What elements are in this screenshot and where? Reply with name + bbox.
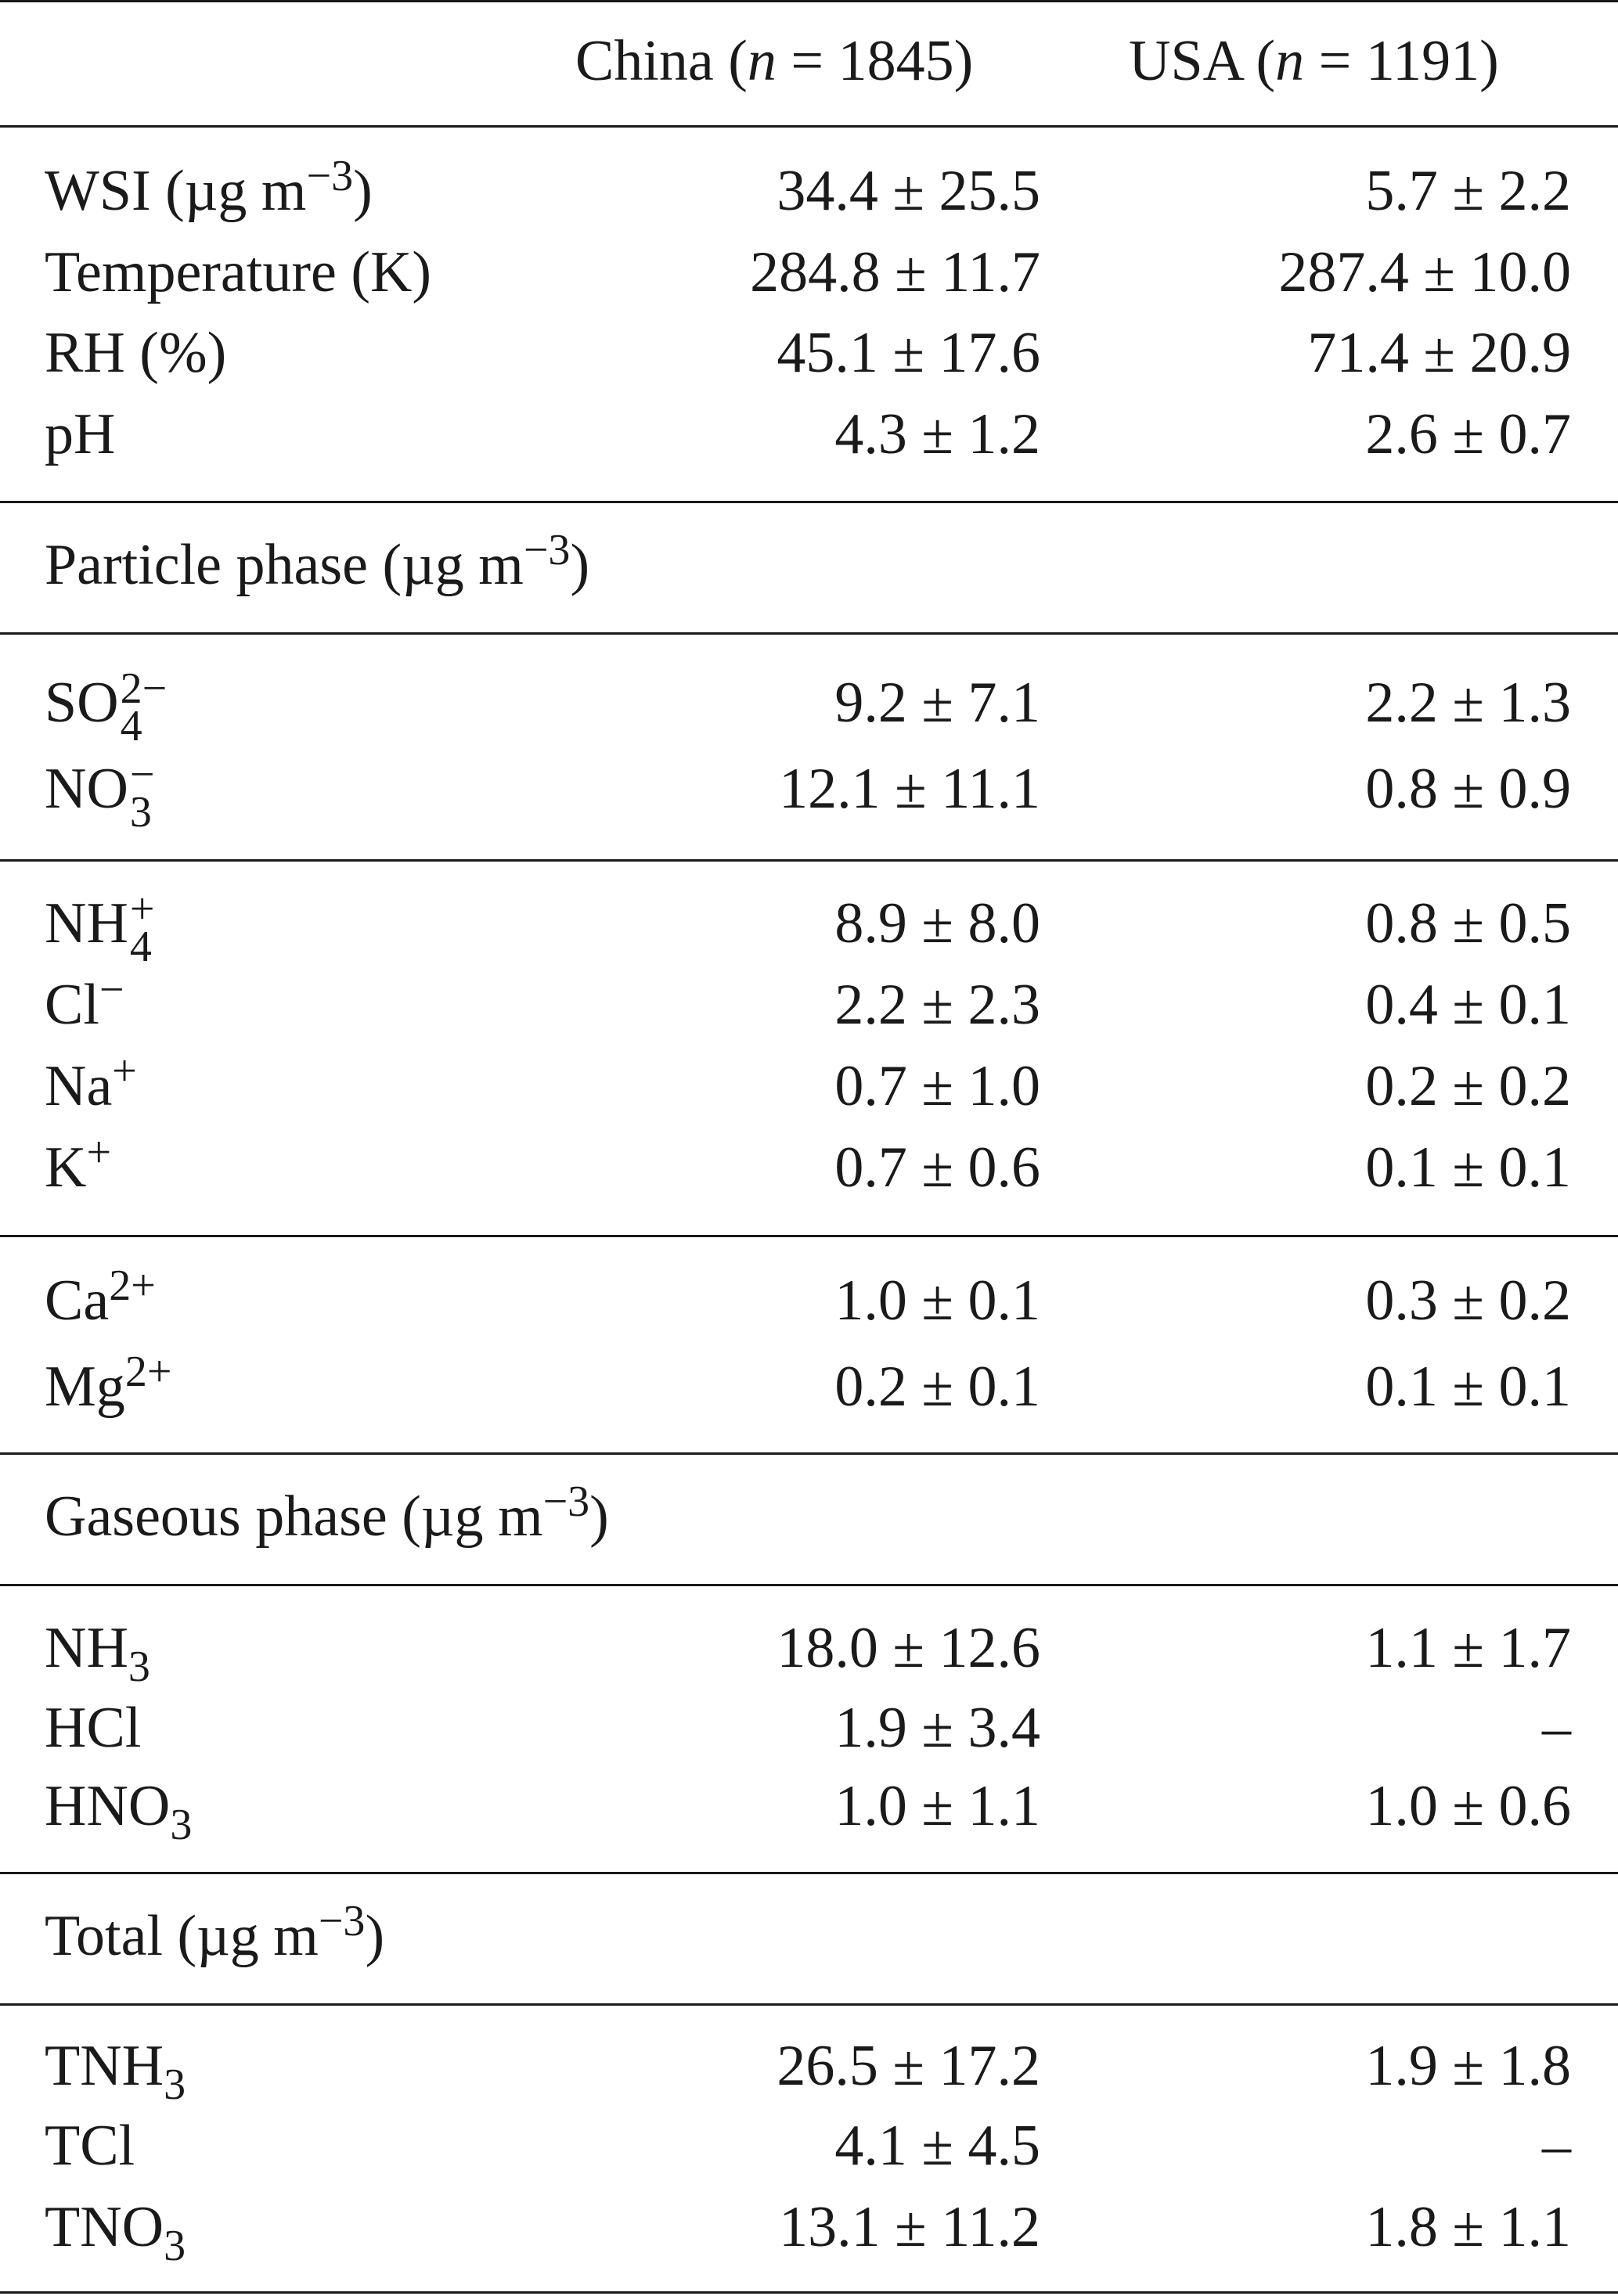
usa-value: 0.1 ± 0.1 — [1365, 1135, 1571, 1200]
china-value: 13.1 ± 11.2 — [779, 2195, 1040, 2259]
row-ca — [0, 1261, 1618, 1333]
row-label: Temperature (K) — [45, 240, 432, 304]
section-rule — [0, 859, 1618, 862]
section-title: Total (µg $m^{-3}$) — [45, 1896, 385, 1968]
usa-value: 2.2 ± 1.3 — [1365, 671, 1571, 735]
china-value: 8.9 ± 8.0 — [834, 891, 1040, 955]
row-label: NH + 4 — [45, 885, 155, 971]
row-label: $HNO_3$ — [45, 1774, 193, 1849]
row-tnh3 — [0, 2034, 1618, 2109]
section-title: Gaseous phase (µg $m^{-3}$) — [45, 1477, 609, 1549]
row-so4 — [0, 664, 1618, 750]
china-value: 1.9 ± 3.4 — [834, 1696, 1040, 1760]
china-value: 4.3 ± 1.2 — [834, 402, 1040, 466]
row-label: HCl — [45, 1696, 142, 1760]
china-value: 0.7 ± 1.0 — [834, 1054, 1040, 1118]
china-value: 1.0 ± 0.1 — [834, 1269, 1040, 1333]
usa-value: 0.3 ± 0.2 — [1365, 1269, 1571, 1333]
usa-value: 0.2 ± 0.2 — [1365, 1054, 1571, 1118]
china-value: 45.1 ± 17.6 — [777, 321, 1040, 385]
row-nh4 — [0, 885, 1618, 971]
row-tcl — [0, 2114, 1618, 2177]
section-rule — [0, 1452, 1618, 1455]
row-mg — [0, 1347, 1618, 1419]
china-value: 26.5 ± 17.2 — [777, 2034, 1040, 2098]
usa-value: 2.6 ± 0.7 — [1365, 402, 1571, 466]
china-value: 2.2 ± 2.3 — [834, 973, 1040, 1037]
usa-value: 1.8 ± 1.1 — [1365, 2195, 1571, 2259]
usa-value: 287.4 ± 10.0 — [1278, 240, 1571, 304]
bottom-rule — [0, 2291, 1618, 2294]
row-label: $TNH_3$ — [45, 2034, 186, 2109]
header-row — [0, 30, 1618, 92]
row-wsi — [0, 151, 1618, 223]
china-value: 12.1 ± 11.1 — [779, 757, 1040, 821]
header-china: China (n = 1845) — [575, 29, 974, 93]
section-rule — [0, 1235, 1618, 1237]
section-rule — [0, 1872, 1618, 1874]
row-k — [0, 1128, 1618, 1200]
row-tno3 — [0, 2195, 1618, 2270]
section-title-gaseous — [0, 1477, 1618, 1549]
row-label: $NH_3$ — [45, 1616, 150, 1691]
china-value: 4.1 ± 4.5 — [834, 2114, 1040, 2178]
row-label: $Mg^{2+}$ — [45, 1347, 172, 1419]
row-hno3 — [0, 1774, 1618, 1849]
row-label: SO 2− 4 — [45, 664, 168, 750]
section-title-particle — [0, 525, 1618, 597]
top-rule — [0, 0, 1618, 2]
header-rule — [0, 125, 1618, 128]
row-rh — [0, 322, 1618, 384]
row-label: pH — [45, 402, 116, 466]
row-no3 — [0, 750, 1618, 837]
row-label: $TNO_3$ — [45, 2195, 186, 2270]
section-rule — [0, 501, 1618, 503]
row-cl — [0, 965, 1618, 1037]
usa-value: 1.1 ± 1.7 — [1365, 1616, 1571, 1680]
row-ph — [0, 403, 1618, 466]
row-temperature — [0, 241, 1618, 304]
section-title: Particle phase (µg $m^{-3}$) — [45, 525, 590, 597]
usa-value: 0.8 ± 0.5 — [1365, 891, 1571, 955]
row-label: RH (%) — [45, 321, 227, 385]
row-na — [0, 1046, 1618, 1118]
usa-value: 0.4 ± 0.1 — [1365, 973, 1571, 1037]
header-usa: USA (n = 1191) — [1129, 29, 1499, 93]
china-value: 0.2 ± 0.1 — [834, 1355, 1040, 1419]
row-label: TCl — [45, 2114, 135, 2178]
section-rule — [0, 2003, 1618, 2006]
usa-value: 0.8 ± 0.9 — [1365, 757, 1571, 821]
china-value: 34.4 ± 25.5 — [777, 159, 1040, 223]
row-label: Na+ — [45, 1046, 137, 1118]
usa-value: 5.7 ± 2.2 — [1365, 159, 1571, 223]
row-label: Cl− — [45, 965, 124, 1037]
usa-value: – — [1542, 1696, 1571, 1760]
china-value: 9.2 ± 7.1 — [834, 671, 1040, 735]
section-rule — [0, 1584, 1618, 1586]
china-value: 284.8 ± 11.7 — [750, 240, 1040, 304]
row-label: NO − 3 — [45, 750, 155, 837]
row-label: $Ca^{2+}$ — [45, 1261, 156, 1333]
row-hcl — [0, 1697, 1618, 1759]
china-value: 1.0 ± 1.1 — [834, 1774, 1040, 1838]
usa-value: 71.4 ± 20.9 — [1307, 321, 1571, 385]
china-value: 0.7 ± 0.6 — [834, 1135, 1040, 1200]
row-label: WSI (µg $m^{-3}$) — [45, 151, 373, 223]
usa-value: – — [1542, 2114, 1571, 2178]
china-value: 18.0 ± 12.6 — [777, 1616, 1040, 1680]
usa-value: 0.1 ± 0.1 — [1365, 1355, 1571, 1419]
section-rule — [0, 632, 1618, 635]
row-nh3 — [0, 1616, 1618, 1691]
usa-value: 1.9 ± 1.8 — [1365, 2034, 1571, 2098]
usa-value: 1.0 ± 0.6 — [1365, 1774, 1571, 1838]
row-label: K+ — [45, 1128, 112, 1200]
section-title-total — [0, 1896, 1618, 1968]
